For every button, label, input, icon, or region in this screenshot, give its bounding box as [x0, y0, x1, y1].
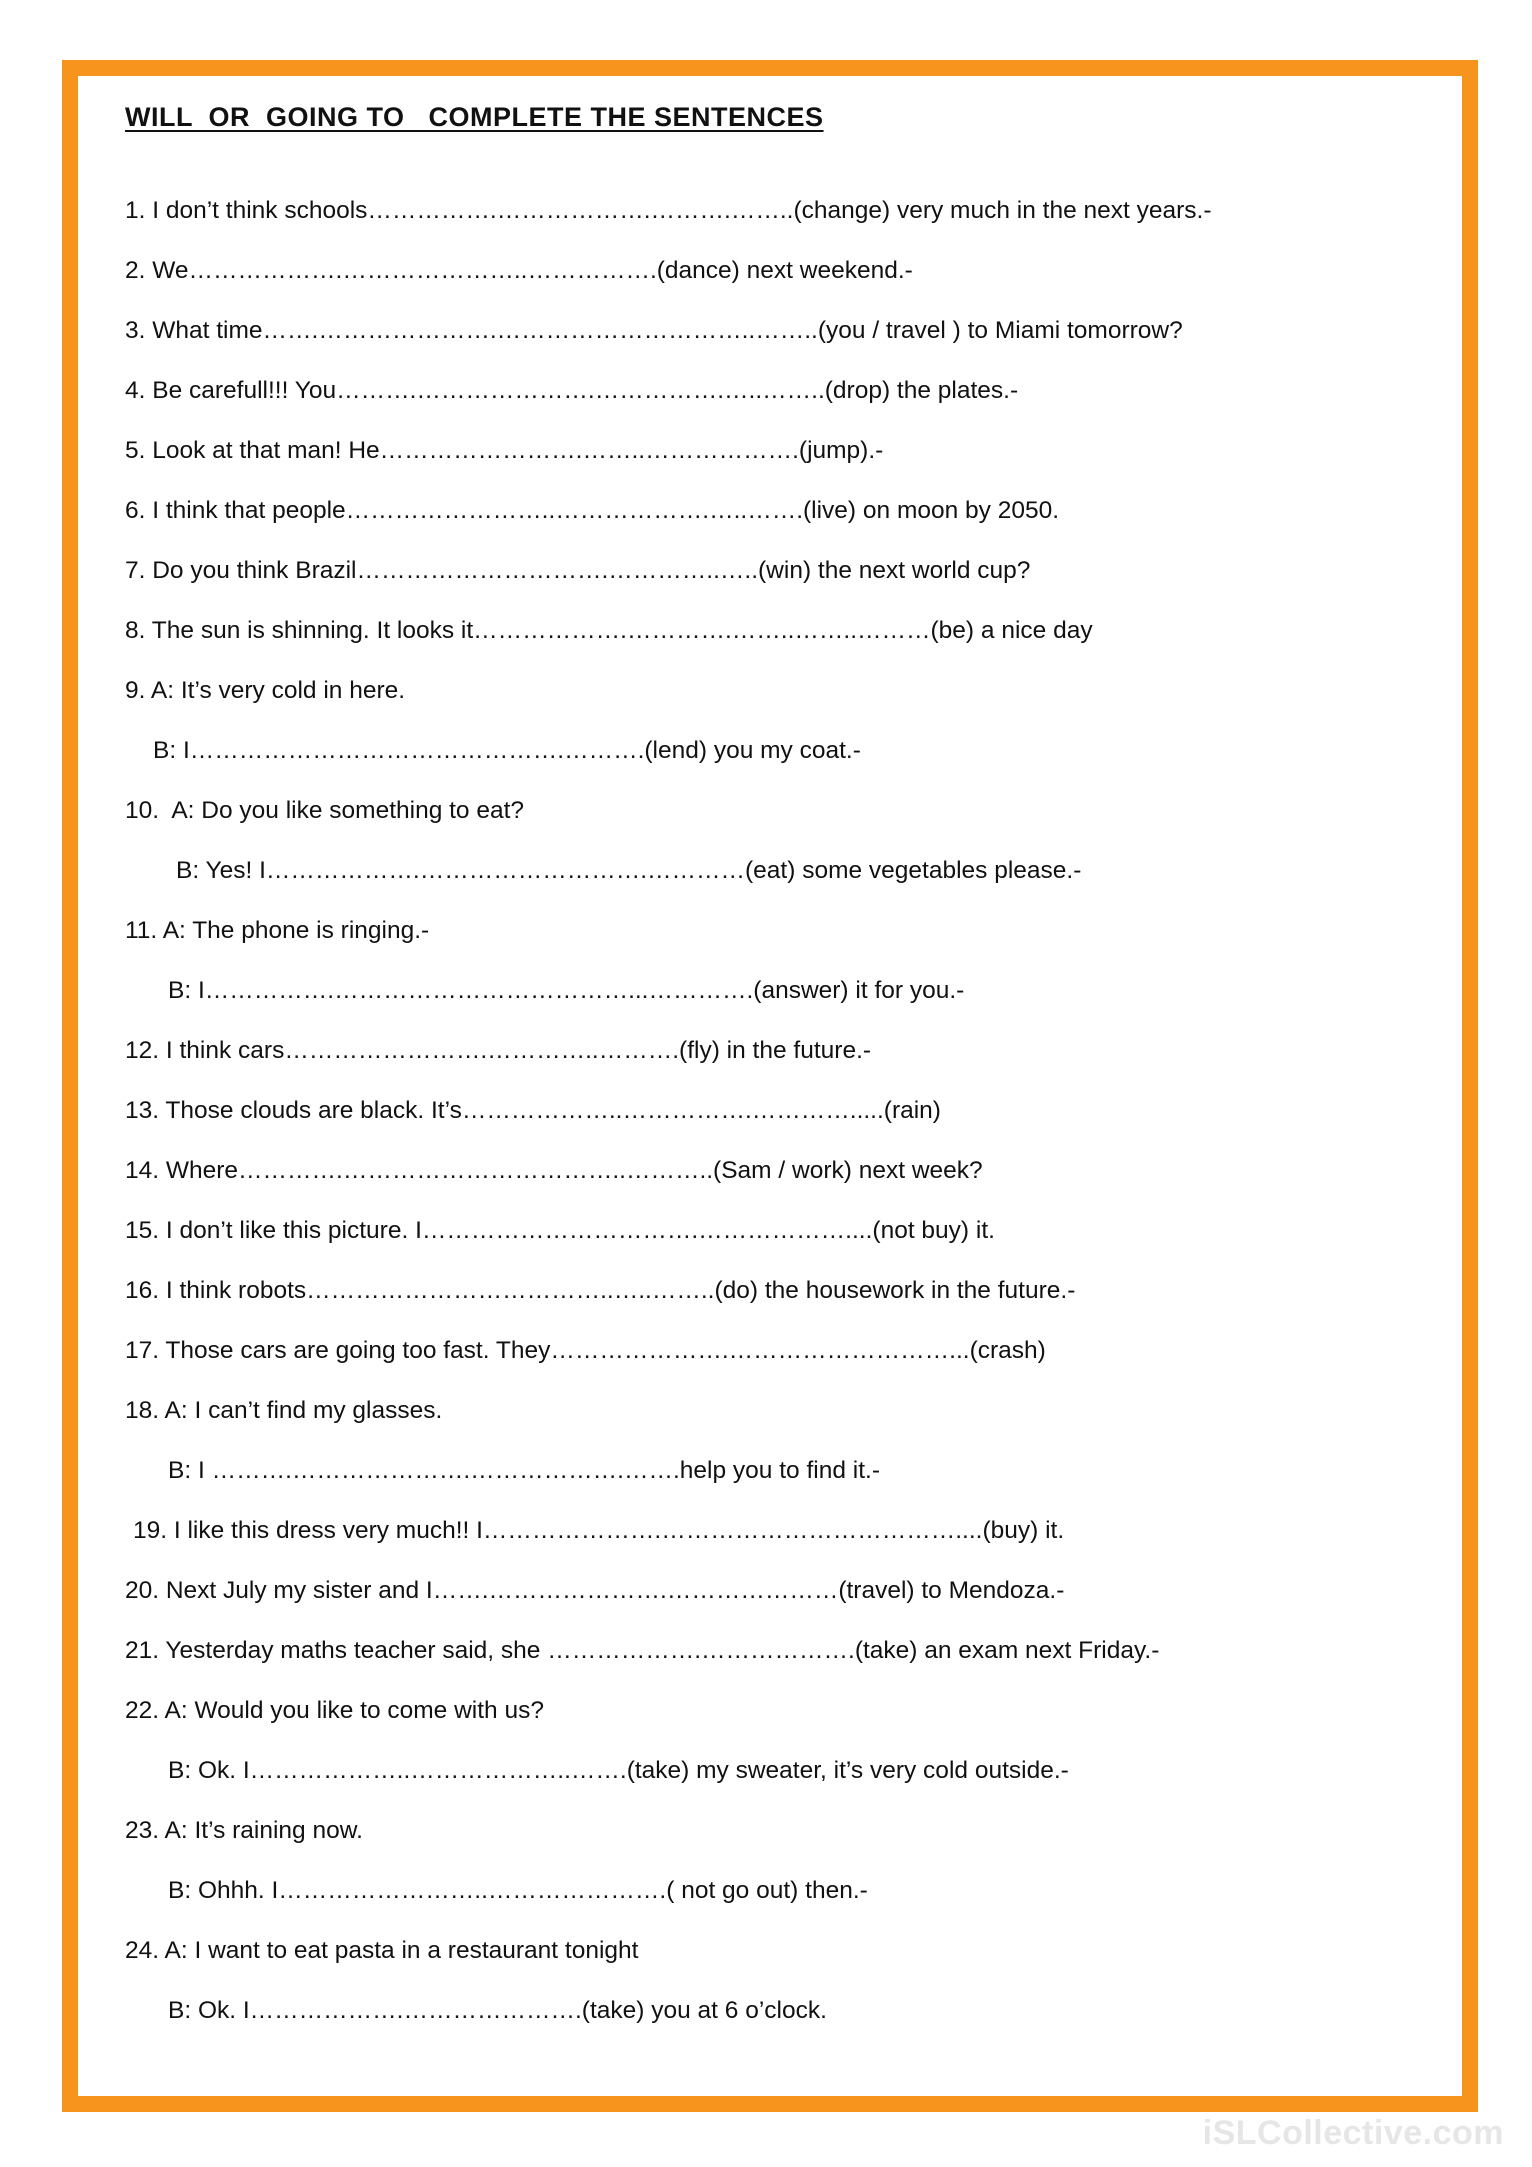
exercise-line: B: I…………….………………………………...………….(answer) it for you.- [168, 977, 965, 1004]
worksheet-title: WILL OR GOING TO COMPLETE THE SENTENCES [125, 102, 824, 132]
exercise-line: 1. I don’t think schools…………….……………….……….……..(change) very much in the next years.- [125, 197, 1212, 224]
exercise-line: 19. I like this dress very much!! I………………….………………………………....(buy) it. [133, 1517, 1065, 1544]
exercise-line: 22. A: Would you like to come with us? [125, 1697, 544, 1724]
exercise-line: 12. I think cars…………………….…………..……….(fly) in the future.- [125, 1037, 872, 1064]
exercise-line: B: Ok. I………………..………………..…….(take) my sweater, it’s very cold outside.- [168, 1757, 1069, 1784]
exercise-line: B: I ……….………………….……………….…….help you to find it.- [168, 1457, 880, 1484]
exercise-line: B: I……………………………………….……….(lend) you my coat.- [153, 737, 861, 764]
exercise-line: 8. The sun is shinning. It looks it……………….………….……..……..………(be) a nice day [125, 617, 1093, 644]
exercise-line: B: Yes! I……………….……………………….…………(eat) some vegetables please.- [176, 857, 1082, 884]
exercise-line: B: Ohhh. I……………………..………………….( not go out) then.- [168, 1877, 868, 1904]
exercise-line: 10. A: Do you like something to eat? [125, 797, 525, 824]
exercise-line: 5. Look at that man! He…………………….……..……………….(jump).- [125, 437, 884, 464]
watermark-logo: iSLCollective.com [1202, 2114, 1504, 2152]
exercise-line: 18. A: I can’t find my glasses. [125, 1397, 443, 1424]
exercise-line: 2. We……………….…………………..…………….(dance) next weekend.- [125, 257, 913, 284]
exercise-line: 4. Be carefull!!! You……….………………….…………….…..……..(drop) the plates.- [125, 377, 1019, 404]
exercise-line: 15. I don’t like this picture. I…………………………….………………....(not buy) it. [125, 1217, 995, 1244]
exercise-line: 6. I think that people……………………..……………….…..…….(live) on moon by 2050. [125, 497, 1060, 524]
exercise-line: 17. Those cars are going too fast. They………………….………………………...(crash) [125, 1337, 1046, 1364]
exercise-line: 21. Yesterday maths teacher said, she ……………….……………….(take) an exam next Friday.- [125, 1637, 1160, 1664]
exercise-line: 23. A: It’s raining now. [125, 1817, 363, 1844]
exercise-line: 7. Do you think Brazil………………………….…………..…..(win) the next world cup? [125, 557, 1031, 584]
exercise-line: 14. Where………….……………………………..………..(Sam / work) next week? [125, 1157, 983, 1184]
exercise-line: 24. A: I want to eat pasta in a restaurant tonight [125, 1937, 639, 1964]
exercise-line: 16. I think robots………………………………..…..……..(do) the housework in the future.- [125, 1277, 1076, 1304]
exercise-line: B: Ok. I……………….………………….(take) you at 6 o’clock. [168, 1997, 827, 2024]
exercise-line: 20. Next July my sister and I…….………………….…………………(travel) to Mendoza.- [125, 1577, 1065, 1604]
exercise-line: 3. What time…….………………….…………………………..……..(you / travel ) to Miami tomorrow? [125, 317, 1183, 344]
exercise-line: 9. A: It’s very cold in here. [125, 677, 406, 704]
exercise-line: 11. A: The phone is ringing.- [125, 917, 430, 944]
exercise-line: 13. Those clouds are black. It’s………………..…………….………….....(rain) [125, 1097, 941, 1124]
